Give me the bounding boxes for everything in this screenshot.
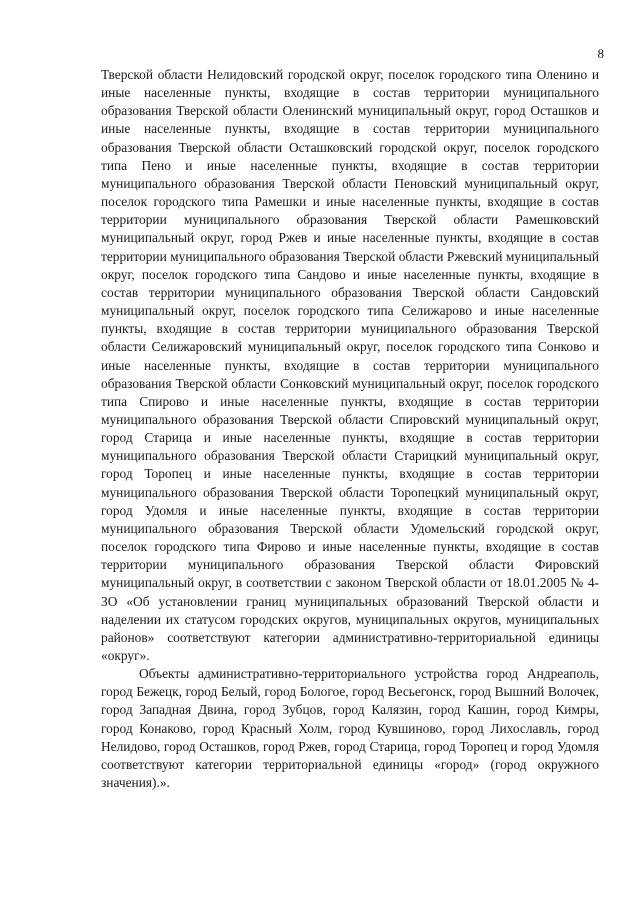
page-number: 8	[597, 46, 604, 61]
document-body	[101, 66, 599, 792]
paragraph-continuation: Тверской области Нелидовский городской округ, поселок городского типа Оленино и иные населенные пункты, входящие в состав территории муниципального образования Тверской области Оленинский муниципальный округ, город Осташков и иные населенные пункты, входящие в состав территории муниципального образования Тверской области Осташковский городской округ, поселок городского типа Пено и иные населенные пункты, входящие в состав территории муниципального образования Тверской области Пеновский муниципальный округ, поселок городского типа Рамешки и иные населенные пункты, входящие в состав территории муниципального образования Тверской области Рамешковский муниципальный округ, город Ржев и иные населенные пункты, входящие в состав территории муниципального образования Тверской области Ржевский муниципальный округ, поселок городского типа Сандово и иные населенные пункты, входящие в состав территории муниципального образования Тверской области Сандовский муниципальный округ, поселок городского типа Селижарово и иные населенные пункты, входящие в состав территории муниципального образования Тверской области Селижаровский муниципальный округ, поселок городского типа Сонково и иные населенные пункты, входящие в состав территории муниципального образования Тверской области Сонковский муниципальный округ, поселок городского типа Спирово и иные населенные пункты, входящие в состав территории муниципального образования Тверской области Спировский муниципальный округ, город Старица и иные населенные пункты, входящие в состав территории муниципального образования Тверской области Старицкий муниципальный округ, город Торопец и иные населенные пункты, входящие в состав территории муниципального образования Тверской области Торопецкий муниципальный округ, город Удомля и иные населенные пункты, входящие в состав территории муниципального образования Тверской области Удомельский городской округ, поселок городского типа Фирово и иные населенные пункты, входящие в состав территории муниципального образования Тверской области Фировский муниципальный округ, в соответствии с законом Тверской области от 18.01.2005 № 4-ЗО «Об установлении границ муниципальных образований Тверской области и наделении их статусом городских округов, муниципальных округов, муниципальных районов» соответствуют категории административно-территориальной единицы «округ».	[101, 67, 599, 663]
paragraph-city-objects: Объекты административно-территориального устройства город Андреаполь, город Бежецк, город Белый, город Бологое, город Весьегонск, город Вышний Волочек, город Западная Двина, город Зубцов, город Калязин, город Кашин, город Кимры, город Конаково, город Красный Холм, город Кувшиново, город Лихославль, город Нелидово, город Осташков, город Ржев, город Старица, город Торопец и город Удомля соответствуют категории территориальной единицы «город» (город окружного значения).».	[101, 666, 599, 791]
